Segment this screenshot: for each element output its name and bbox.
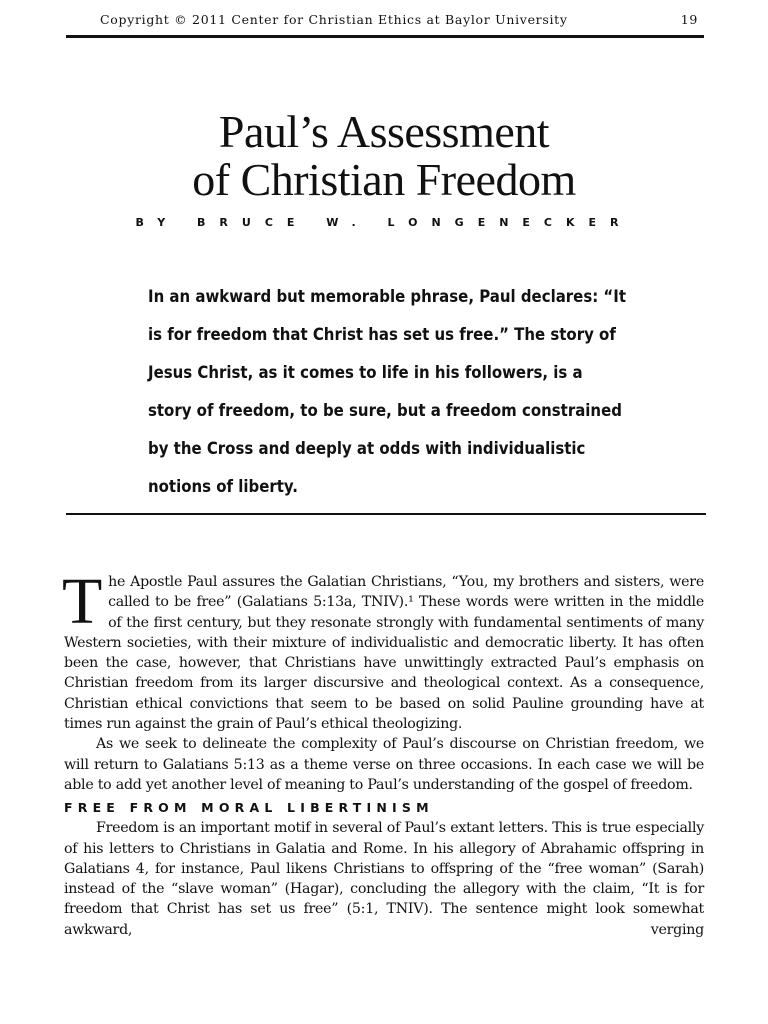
article-title <box>0 108 768 204</box>
section-heading: FREE FROM MORAL LIBERTINISM <box>64 800 434 816</box>
drop-cap: T <box>62 565 103 638</box>
title-line-1: Paul’s Assessment <box>218 106 550 157</box>
article-abstract: In an awkward but memorable phrase, Paul declares: “It is for freedom that Christ has set us free.” The story of Jesus Christ, as it comes to life in his followers, is a story of freedom, to be sure, but a freedom constrained by the Cross and deeply at odds with individualistic notions of liberty. <box>148 287 626 497</box>
author-byline: BY BRUCE W. LONGENECKER <box>135 216 633 229</box>
header-rule <box>66 35 704 38</box>
page-number: 19 <box>680 12 698 27</box>
paragraph-1-text: he Apostle Paul assures the Galatian Christians, “You, my brothers and sisters, were called to be free” (Galatians 5:13a, TNIV).¹ These words were written in the middle of the first century, but they resonate strongly with fundamental sentiments of many Western societies, with their mixture of individualistic and democratic liberty. It has often been the case, however, that Christians have unwittingly extracted Paul’s emphasis on Christian freedom from its larger discursive and theological context. As a consequence, Christian ethical convictions that seem to be based on solid Pauline grounding have at times run against the grain of Paul’s ethical theologizing. <box>64 574 704 733</box>
title-line-2: of Christian Freedom <box>192 154 576 205</box>
paragraph-2: As we seek to delineate the complexity of Paul’s discourse on Christian freedom, we will return to Galatians 5:13 as a theme verse on three occasions. In each case we will be able to add yet another level of meaning to Paul’s understanding of the gospel of freedom. <box>64 736 704 793</box>
section-divider <box>66 513 706 515</box>
copyright-notice: Copyright © 2011 Center for Christian Ethics at Baylor University <box>100 12 568 27</box>
paragraph-1 <box>62 565 704 734</box>
running-header <box>66 10 704 30</box>
article-body <box>62 565 704 940</box>
paragraph-3: Freedom is an important motif in several of Paul’s extant letters. This is true especially of his letters to Christians in Galatia and Rome. In his allegory of Abrahamic offspring in Galatians 4, for instance, Paul likens Christians to offspring of the “free woman” (Sarah) instead of the “slave woman” (Hagar), concluding the allegory with the claim, “It is for freedom that Christ has set us free” (5:1, TNIV). The sentence might look somewhat awkward, verging <box>64 820 704 938</box>
